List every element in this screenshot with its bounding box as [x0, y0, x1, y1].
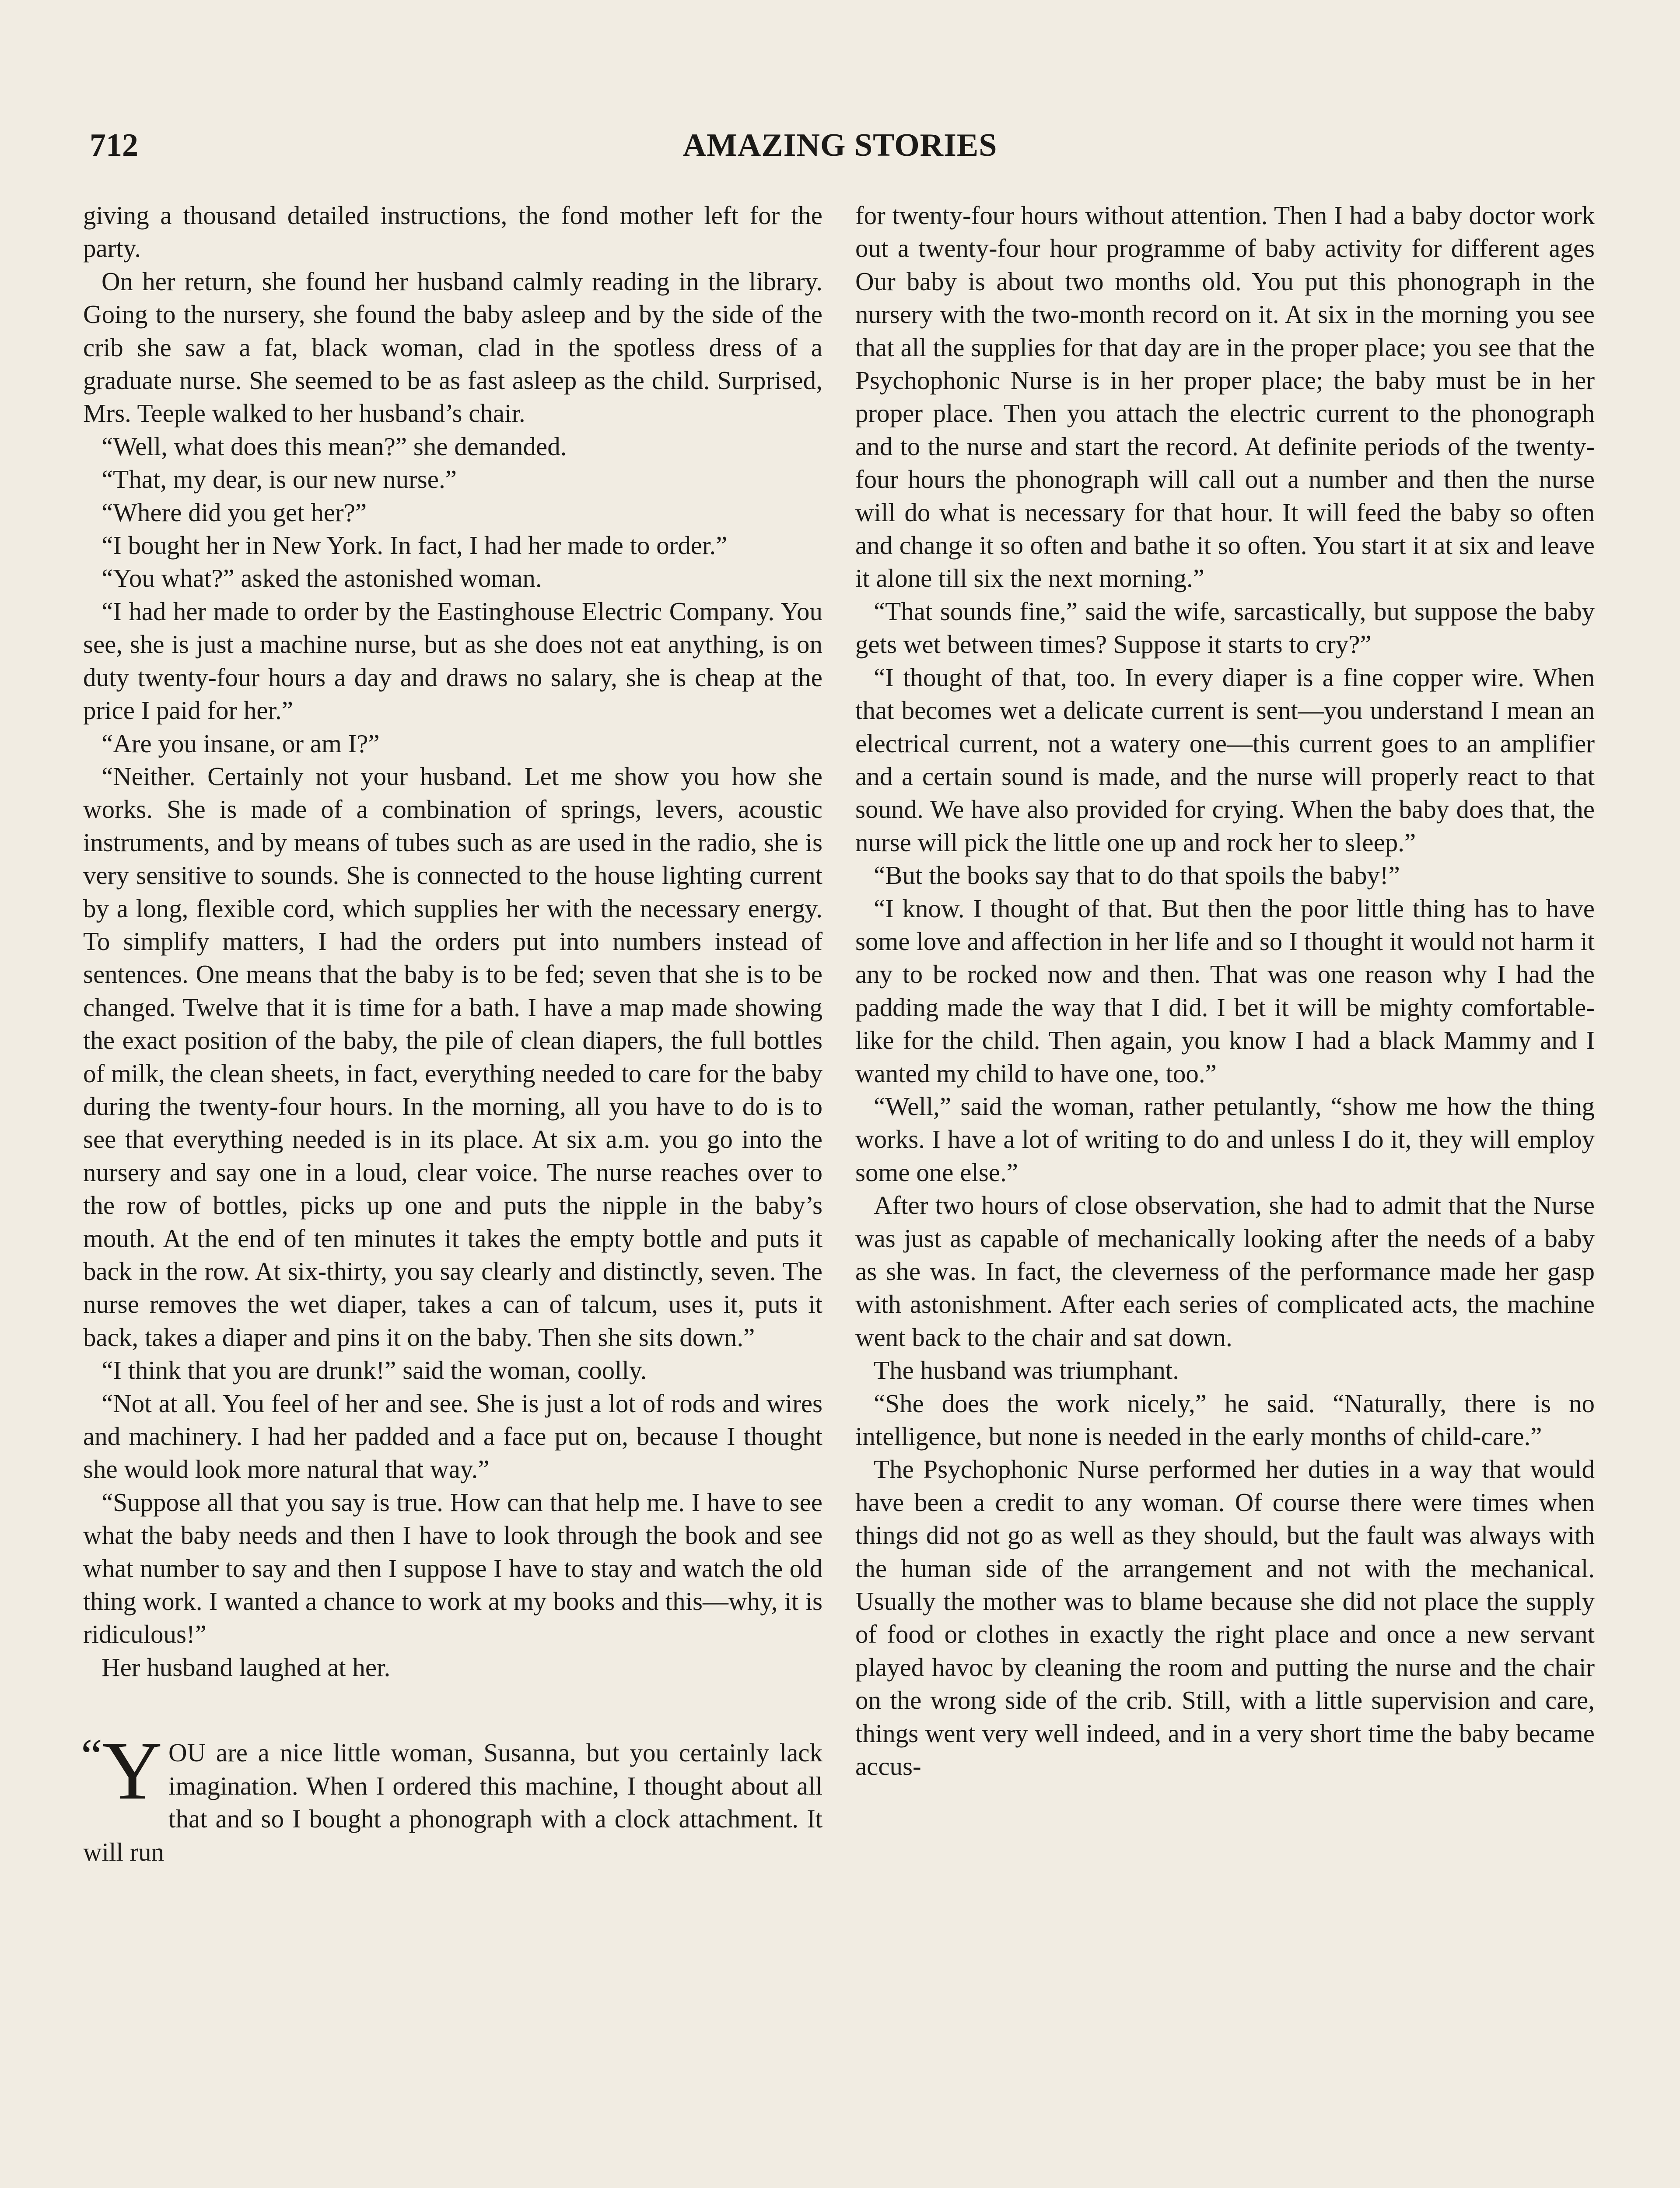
paragraph: “That sounds fine,” said the wife, sarcastically, but suppose the baby gets wet between times? Suppose it starts to cry?” — [855, 596, 1595, 659]
paragraph: “But the books say that to do that spoils the baby!” — [874, 861, 1400, 890]
paragraph: “Well,” said the woman, rather petulantly, “show me how the thing works. I have a lot of writing to do and unless I do it, they will employ some one else.” — [855, 1091, 1595, 1187]
paragraph: “That, my dear, is our new nurse.” — [102, 465, 457, 494]
paragraph: The husband was triumphant. — [874, 1356, 1180, 1385]
dropcap-text: OU are a nice little woman, Susanna, but you certainly lack imagination. When I ordered this machine, I thought about all that and so I bought a phonograph with a clock attachment. It will run — [83, 1738, 822, 1866]
paragraph: After two hours of close observation, she had to admit that the Nurse was just as capable of mechanically looking after the needs of a baby as she was. In fact, the cleverness of the performance made her gasp with astonishment. After each series of complicated acts, the machine went back to the chair and sat down. — [855, 1191, 1595, 1352]
paragraph: The Psychophonic Nurse performed her duties in a way that would have been a credit to any woman. Of course there were times when things did not go as well as they should, but the fault was always with the human side of the arrangement and not with the mechanical. Usually the mother was to blame because she did not place the supply of food or clothes in exactly the right place and once a new servant played havoc by cleaning the room and putting the nurse and the chair on the wrong side of the crib. Still, with a little supervision and care, things went very well indeed, and in a very short time the baby became accus- — [855, 1455, 1595, 1781]
paragraph: giving a thousand detailed instructions, the fond mother left for the party. — [83, 201, 822, 263]
paragraph: “Are you insane, or am I?” — [102, 729, 380, 758]
paragraph: “Neither. Certainly not your husband. Let me show you how she works. She is made of a combination of springs, levers, acoustic instruments, and by means of tubes such as are used in the radio, she is very sensitive to sounds. She is connected to the house lighting current by a long, flexible cord, which supplies her with the necessary energy. To simplify matters, I had the orders put into numbers instead of sentences. One means that the baby is to be fed; seven that she is to be changed. Twelve that it is time for a bath. I have a map made showing the exact position of the baby, the pile of clean diapers, the full bottles of milk, the clean sheets, in fact, everything needed to care for the baby during the twenty-four hours. In the morning, all you have to do is to see that everything needed is in its place. At six a.m. you go into the nursery and say one in a loud, clear voice. The nurse reaches over to the row of bottles, picks up one and puts the nipple in the baby’s mouth. At the end of ten minutes it takes the empty bottle and puts it back in the row. At six-thirty, you say clearly and distinctly, seven. The nurse removes the wet diaper, takes a can of talcum, uses it, puts it back, takes a diaper and pins it on the baby. Then she sits down.” — [83, 761, 822, 1352]
dropcap-paragraph — [81, 1725, 822, 1869]
right-column — [855, 199, 1595, 1783]
paragraph: “I thought of that, too. In every diaper is a fine copper wire. When that becomes wet a delicate current is sent—you understand I mean an electrical current, not a watery one—this current goes to an amplifier and a certain sound is made, and the nurse will properly react to that sound. We have also provided for crying. When the baby does that, the nurse will pick the little one up and rock her to sleep.” — [855, 663, 1595, 857]
paragraph: Her husband laughed at her. — [102, 1652, 391, 1682]
page-header — [0, 127, 1680, 175]
section-break — [83, 1684, 822, 1736]
paragraph: On her return, she found her husband calmly reading in the library. Going to the nursery, she found the baby asleep and by the side of the crib she saw a fat, black woman, clad in the spotless dress of a graduate nurse. She seemed to be as fast asleep as the child. Surprised, Mrs. Teeple walked to her husband’s chair. — [83, 266, 822, 428]
paragraph: “Well, what does this mean?” she demanded. — [102, 431, 567, 461]
page-number: 712 — [90, 127, 138, 163]
paragraph: “Suppose all that you say is true. How can that help me. I have to see what the baby needs and then I have to look through the book and see what number to say and then I suppose I have to stay and watch the old thing work. I wanted a chance to work at my books and this—why, it is ridiculous!” — [83, 1487, 822, 1649]
paragraph: “You what?” asked the astonished woman. — [102, 564, 542, 593]
paragraph: “Where did you get her?” — [102, 498, 367, 527]
paragraph: “Not at all. You feel of her and see. She is just a lot of rods and wires and machinery. I had her padded and a face put on, because I thought she would look more natural that way.” — [83, 1389, 822, 1484]
paragraph: “I know. I thought of that. But then the poor little thing has to have some love and affection in her life and so I thought it would not harm it any to be rocked now and then. That was one reason why I had the padding made the way that I did. I bet it will be mighty comfortable-like for the child. Then again, you know I had a black Mammy and I wanted my child to have one, too.” — [855, 894, 1595, 1088]
dropcap — [81, 1725, 163, 1817]
dropcap-letter: Y — [102, 1725, 163, 1817]
dropcap-quote: “ — [81, 1729, 102, 1783]
left-column — [83, 199, 822, 1869]
running-title: AMAZING STORIES — [682, 127, 998, 163]
paragraph: for twenty-four hours without attention. Then I had a baby doctor work out a twenty-four hour programme of baby activity for different ages Our baby is about two months old. You put this phonograph in the nursery with the two-month record on it. At six in the morning you see that all the supplies for that day are in the proper place; you see that the Psychophonic Nurse is in her proper place; the baby must be in her proper place. Then you attach the electric current to the phonograph and to the nurse and start the record. At definite periods of the twenty-four hours the phonograph will call out a number and then the nurse will do what is necessary for that hour. It will feed the baby so often and change it so often and bathe it so often. You start it at six and leave it alone till six the next morning.” — [855, 201, 1595, 593]
paragraph: “I bought her in New York. In fact, I had her made to order.” — [102, 531, 728, 560]
paragraph: “I think that you are drunk!” said the woman, coolly. — [102, 1356, 647, 1385]
paragraph: “She does the work nicely,” he said. “Naturally, there is no intelligence, but none is needed in the early months of child-care.” — [855, 1389, 1595, 1451]
paragraph: “I had her made to order by the Eastinghouse Electric Company. You see, she is just a machine nurse, but as she does not eat anything, is on duty twenty-four hours a day and draws no salary, she is cheap at the price I paid for her.” — [83, 596, 822, 725]
